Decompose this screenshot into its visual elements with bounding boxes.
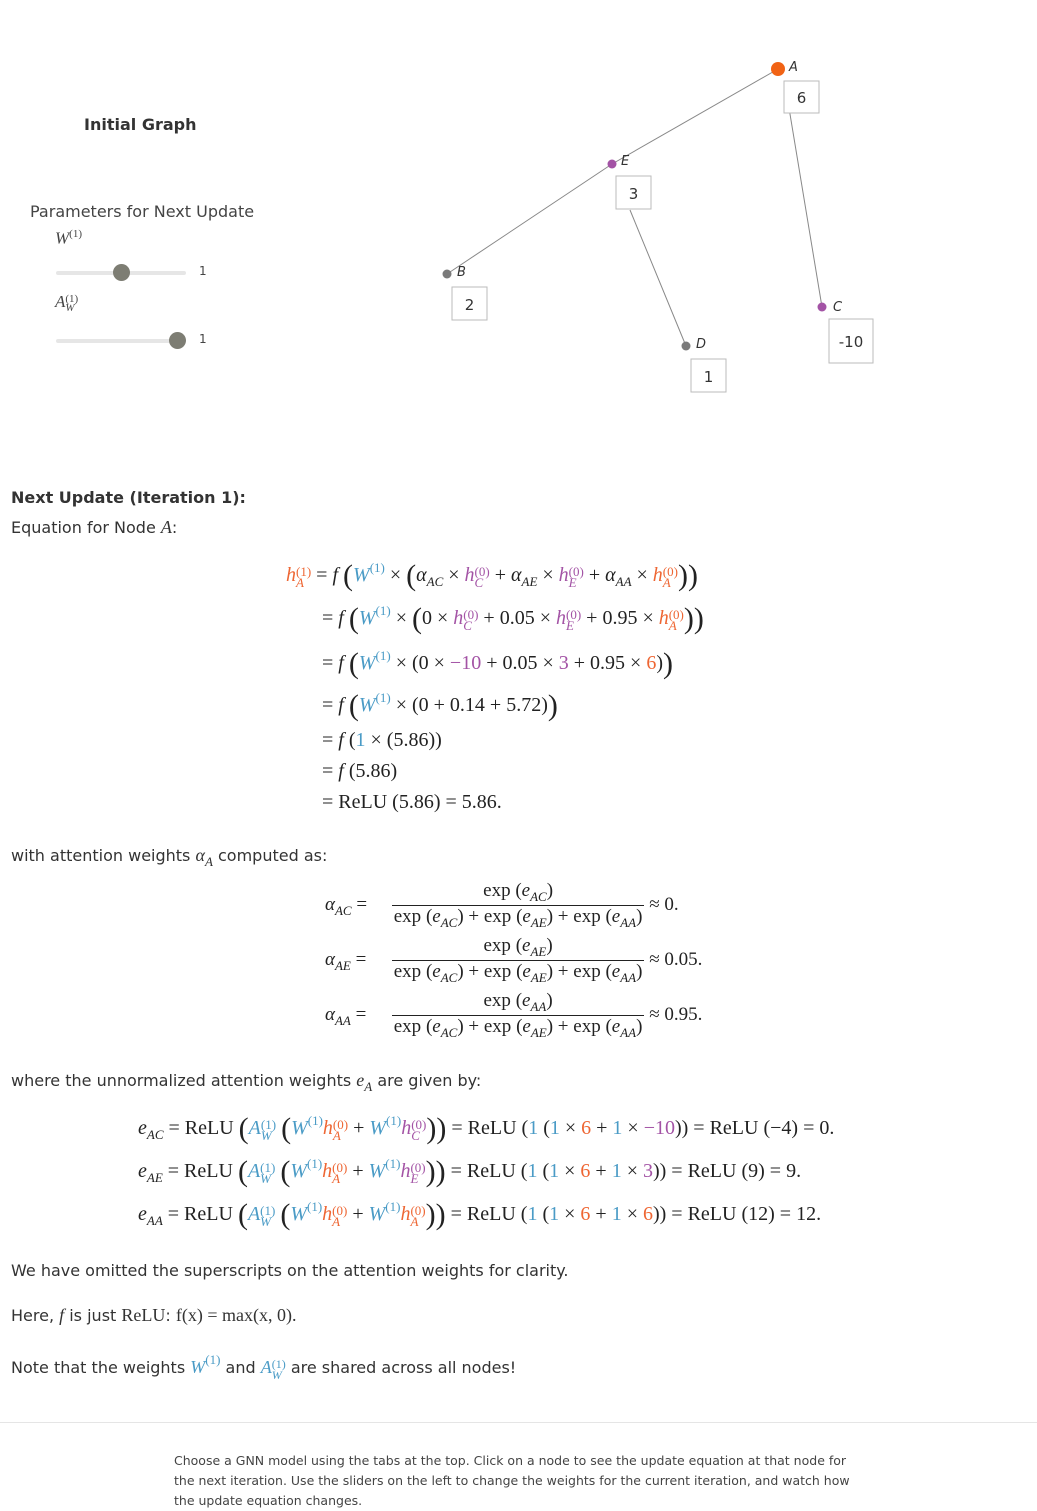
graph-node-a[interactable]	[771, 60, 819, 113]
graph-node-c[interactable]	[818, 300, 874, 363]
node-c-value: -10	[838, 333, 864, 351]
attention-row-aa: $\alpha_{AA}$ = $\frac{\exp (e_{AA})}{\exp (e_{AC}) + \exp (e_{AE}) + \exp (e_{AA})}$ ≈ 0.95.	[325, 990, 703, 1040]
edge-e-b	[447, 164, 612, 274]
graph-node-d[interactable]	[682, 337, 727, 392]
update-eq-line-4: = f $(W^{(1)} \times (0 + 0.14 + 5.72))$	[322, 689, 558, 722]
update-eq-line-3: = f $(W^{(1)} \times (0 \times -10 + 0.05 \times 3 + 0.95 \times 6))$	[322, 647, 673, 680]
node-b-dot[interactable]	[443, 270, 452, 279]
w-slider[interactable]	[56, 264, 186, 282]
aw-slider-value: 1	[199, 332, 207, 346]
node-a-name: A	[789, 60, 798, 75]
w-slider-thumb[interactable]	[113, 264, 130, 281]
node-e-dot[interactable]	[608, 160, 617, 169]
node-e-value: 3	[628, 185, 639, 203]
node-a-value: 6	[796, 89, 807, 107]
edge-a-e	[612, 69, 778, 164]
graph-node-e[interactable]	[608, 154, 652, 209]
node-c-dot[interactable]	[818, 303, 827, 312]
note-omitted: We have omitted the superscripts on the attention weights for clarity.	[11, 1261, 569, 1280]
unnormalized-row-ac: $e_{AC}$ = ReLU (A (1) W ($W^{(1)}h$ (0) A + $W^{(1)}h$ (0) C )) = ReLU (1 (1 × 6 + 1 × −10)) = ReLU (−4) = 0.	[138, 1112, 835, 1145]
node-d-dot[interactable]	[682, 342, 691, 351]
update-heading: Next Update (Iteration 1):	[11, 488, 246, 507]
update-node-line: Equation for Node A:	[11, 517, 178, 537]
node-e-name: E	[621, 154, 630, 169]
node-b-value: 2	[464, 296, 475, 314]
graph-title: Initial Graph	[84, 115, 197, 134]
update-eq-line-1: h (1) A = f ($W^{(1)} \times (\alpha_{AC} \times h$ (0) C + $\alpha_{AE} \times h$ (0) E + $\alpha_{AA} \times h$ (0) A ))	[286, 559, 698, 592]
attention-row-ae: $\alpha_{AE}$ = $\frac{\exp (e_{AE})}{\exp (e_{AC}) + \exp (e_{AE}) + \exp (e_{AA})}$ ≈ 0.05.	[325, 935, 703, 985]
unnormalized-row-ae: $e_{AE}$ = ReLU (A (1) W ($W^{(1)}h$ (0) A + $W^{(1)}h$ (0) E )) = ReLU (1 (1 × 6 + 1 × 3)) = ReLU (9) = 9.	[138, 1155, 802, 1188]
edge-e-d	[630, 210, 686, 346]
update-eq-line-5: = f (1 × (5.86))	[322, 729, 442, 751]
graph-canvas	[420, 50, 900, 400]
note-relu: Here, f is just ReLU: f(x) = max(x, 0).	[11, 1305, 297, 1325]
footer-help-text: Choose a GNN model using the tabs at the top. Click on a node to see the update equation at that node for the next iteration. Use the sliders on the left to change the weights for the current iteration, and watch how the update equation changes.	[174, 1453, 850, 1508]
w-param-label: $W^{(1)}$	[55, 228, 82, 248]
attention-intro: with attention weights $\alpha_A$ computed as:	[11, 845, 328, 869]
note-shared: Note that the weights $W^{(1)}$ and A (1) W are shared across all nodes!	[11, 1352, 517, 1382]
attention-row-ac: $\alpha_{AC}$ = $\frac{\exp (e_{AC})}{\exp (e_{AC}) + \exp (e_{AE}) + \exp (e_{AA})}$ ≈ 0.	[325, 880, 679, 930]
aw-slider[interactable]	[56, 332, 186, 350]
aw-slider-thumb[interactable]	[169, 332, 186, 349]
aw-slider-track[interactable]	[56, 339, 186, 343]
aw-param-label: A (1) W	[55, 292, 79, 314]
edge-a-c	[788, 102, 822, 307]
node-d-value: 1	[703, 368, 714, 386]
w-slider-value: 1	[199, 264, 207, 278]
node-a-dot[interactable]	[771, 62, 785, 76]
node-b-name: B	[457, 265, 466, 280]
graph-node-b[interactable]	[443, 265, 488, 320]
node-d-name: D	[696, 337, 707, 352]
footer-divider	[0, 1422, 1037, 1423]
update-eq-line-7: = ReLU (5.86) = 5.86.	[322, 791, 502, 813]
node-c-name: C	[833, 300, 843, 315]
update-eq-line-2: = f ($W^{(1)} \times (0 \times h$ (0) C + 0.05 × h (0) E + 0.95 × h (0) A ))	[322, 602, 704, 635]
unnormalized-intro: where the unnormalized attention weights $e_A$ are given by:	[11, 1070, 482, 1094]
params-title: Parameters for Next Update	[30, 202, 255, 221]
update-eq-line-6: = f (5.86)	[322, 760, 398, 782]
unnormalized-row-aa: $e_{AA}$ = ReLU (A (1) W ($W^{(1)}h$ (0) A + $W^{(1)}h$ (0) A )) = ReLU (1 (1 × 6 + 1 × 6)) = ReLU (12) = 12.	[138, 1198, 822, 1231]
